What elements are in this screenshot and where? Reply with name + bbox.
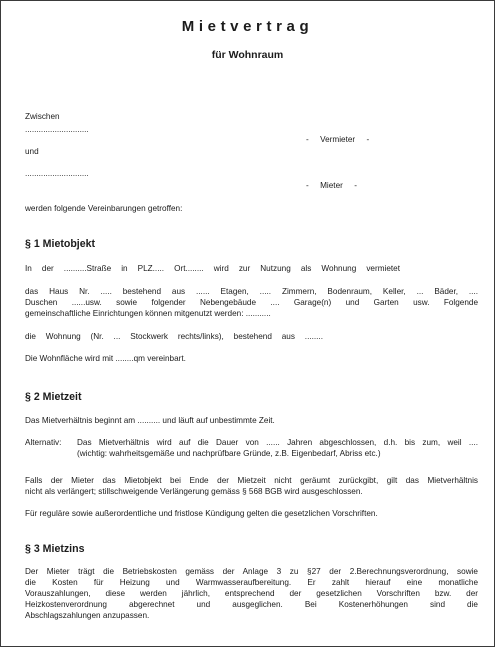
document-title: Mietvertrag [181, 18, 314, 35]
agreement-text: werden folgende Vereinbarungen getroffen: [25, 204, 183, 213]
section-line: Das Mietverhältnis beginnt am .......... und läuft auf unbestimmte Zeit. [25, 416, 275, 425]
section-heading: § 2 Mietzeit [25, 391, 82, 403]
section-line: Falls der Mieter das Mietobjekt bei Ende der Mietzeit nicht geräumt zurückgibt, gilt das Mietverhältnis [25, 476, 478, 485]
tenant-label: - Mieter - [306, 181, 357, 190]
alternative-label: Alternativ: [25, 438, 62, 447]
landlord-label: - Vermieter - [306, 135, 370, 144]
section-line: die Wohnung (Nr. ... Stockwerk rechts/links), bestehend aus ........ [25, 332, 323, 341]
section-line: die Kosten für Heizung und Warmwasseraufbereitung. Er zahlt hierauf eine monatliche [25, 578, 478, 587]
section-line: Duschen ......usw. sowie folgender Nebengebäude .... Garage(n) und Garten usw. Folgende [25, 298, 478, 307]
section-line: In der ..........Straße in PLZ..... Ort........ wird zur Nutzung als Wohnung vermietet [25, 264, 400, 273]
and-label: und [25, 147, 39, 156]
section-line: Abschlagszahlungen anzupassen. [25, 611, 150, 620]
section-line: (wichtig: wahrheitsgemäße und nachprüfbare Gründe, z.B. Eigenbedarf, Abriss etc.) [77, 449, 381, 458]
between-label: Zwischen [25, 112, 60, 121]
section-line: Für reguläre sowie außerordentliche und fristlose Kündigung gelten die gesetzlichen Vorschriften. [25, 509, 378, 518]
section-line: Der Mieter trägt die Betriebskosten gemäss der Anlage 3 zu §27 der 2.Berechnungsverordnung, sowie [25, 567, 478, 576]
document-subtitle: für Wohnraum [211, 49, 284, 61]
section-line: Das Mietverhältnis wird auf die Dauer von ...... Jahren abgeschlossen, d.h. bis zum, weil .... [77, 438, 478, 447]
section-line: Vorauszahlungen, diese werden jährlich, entsprechend der gesetzlichen Vorschriften bzw. der [25, 589, 478, 598]
section-heading: § 3 Mietzins [25, 543, 85, 555]
section-line: Heizkostenverordnung abgerechnet und ausgeglichen. Bei Kostenerhöhungen sind die [25, 600, 478, 609]
tenant-blank: ............................ [25, 169, 89, 178]
section-line: das Haus Nr. ..... bestehend aus ...... Etagen, ..... Zimmern, Bodenraum, Keller, ... Bäder, .... [25, 287, 478, 296]
section-line: Die Wohnfläche wird mit ........qm vereinbart. [25, 354, 186, 363]
landlord-blank: ............................ [25, 125, 89, 134]
section-line: nicht als verlängert; stillschweigende Verlängerung gemäss § 568 BGB wird ausgeschlossen. [25, 487, 363, 496]
section-heading: § 1 Mietobjekt [25, 238, 96, 250]
section-line: gemeinschaftliche Einrichtungen können mitgenutzt werden: ........... [25, 309, 271, 318]
